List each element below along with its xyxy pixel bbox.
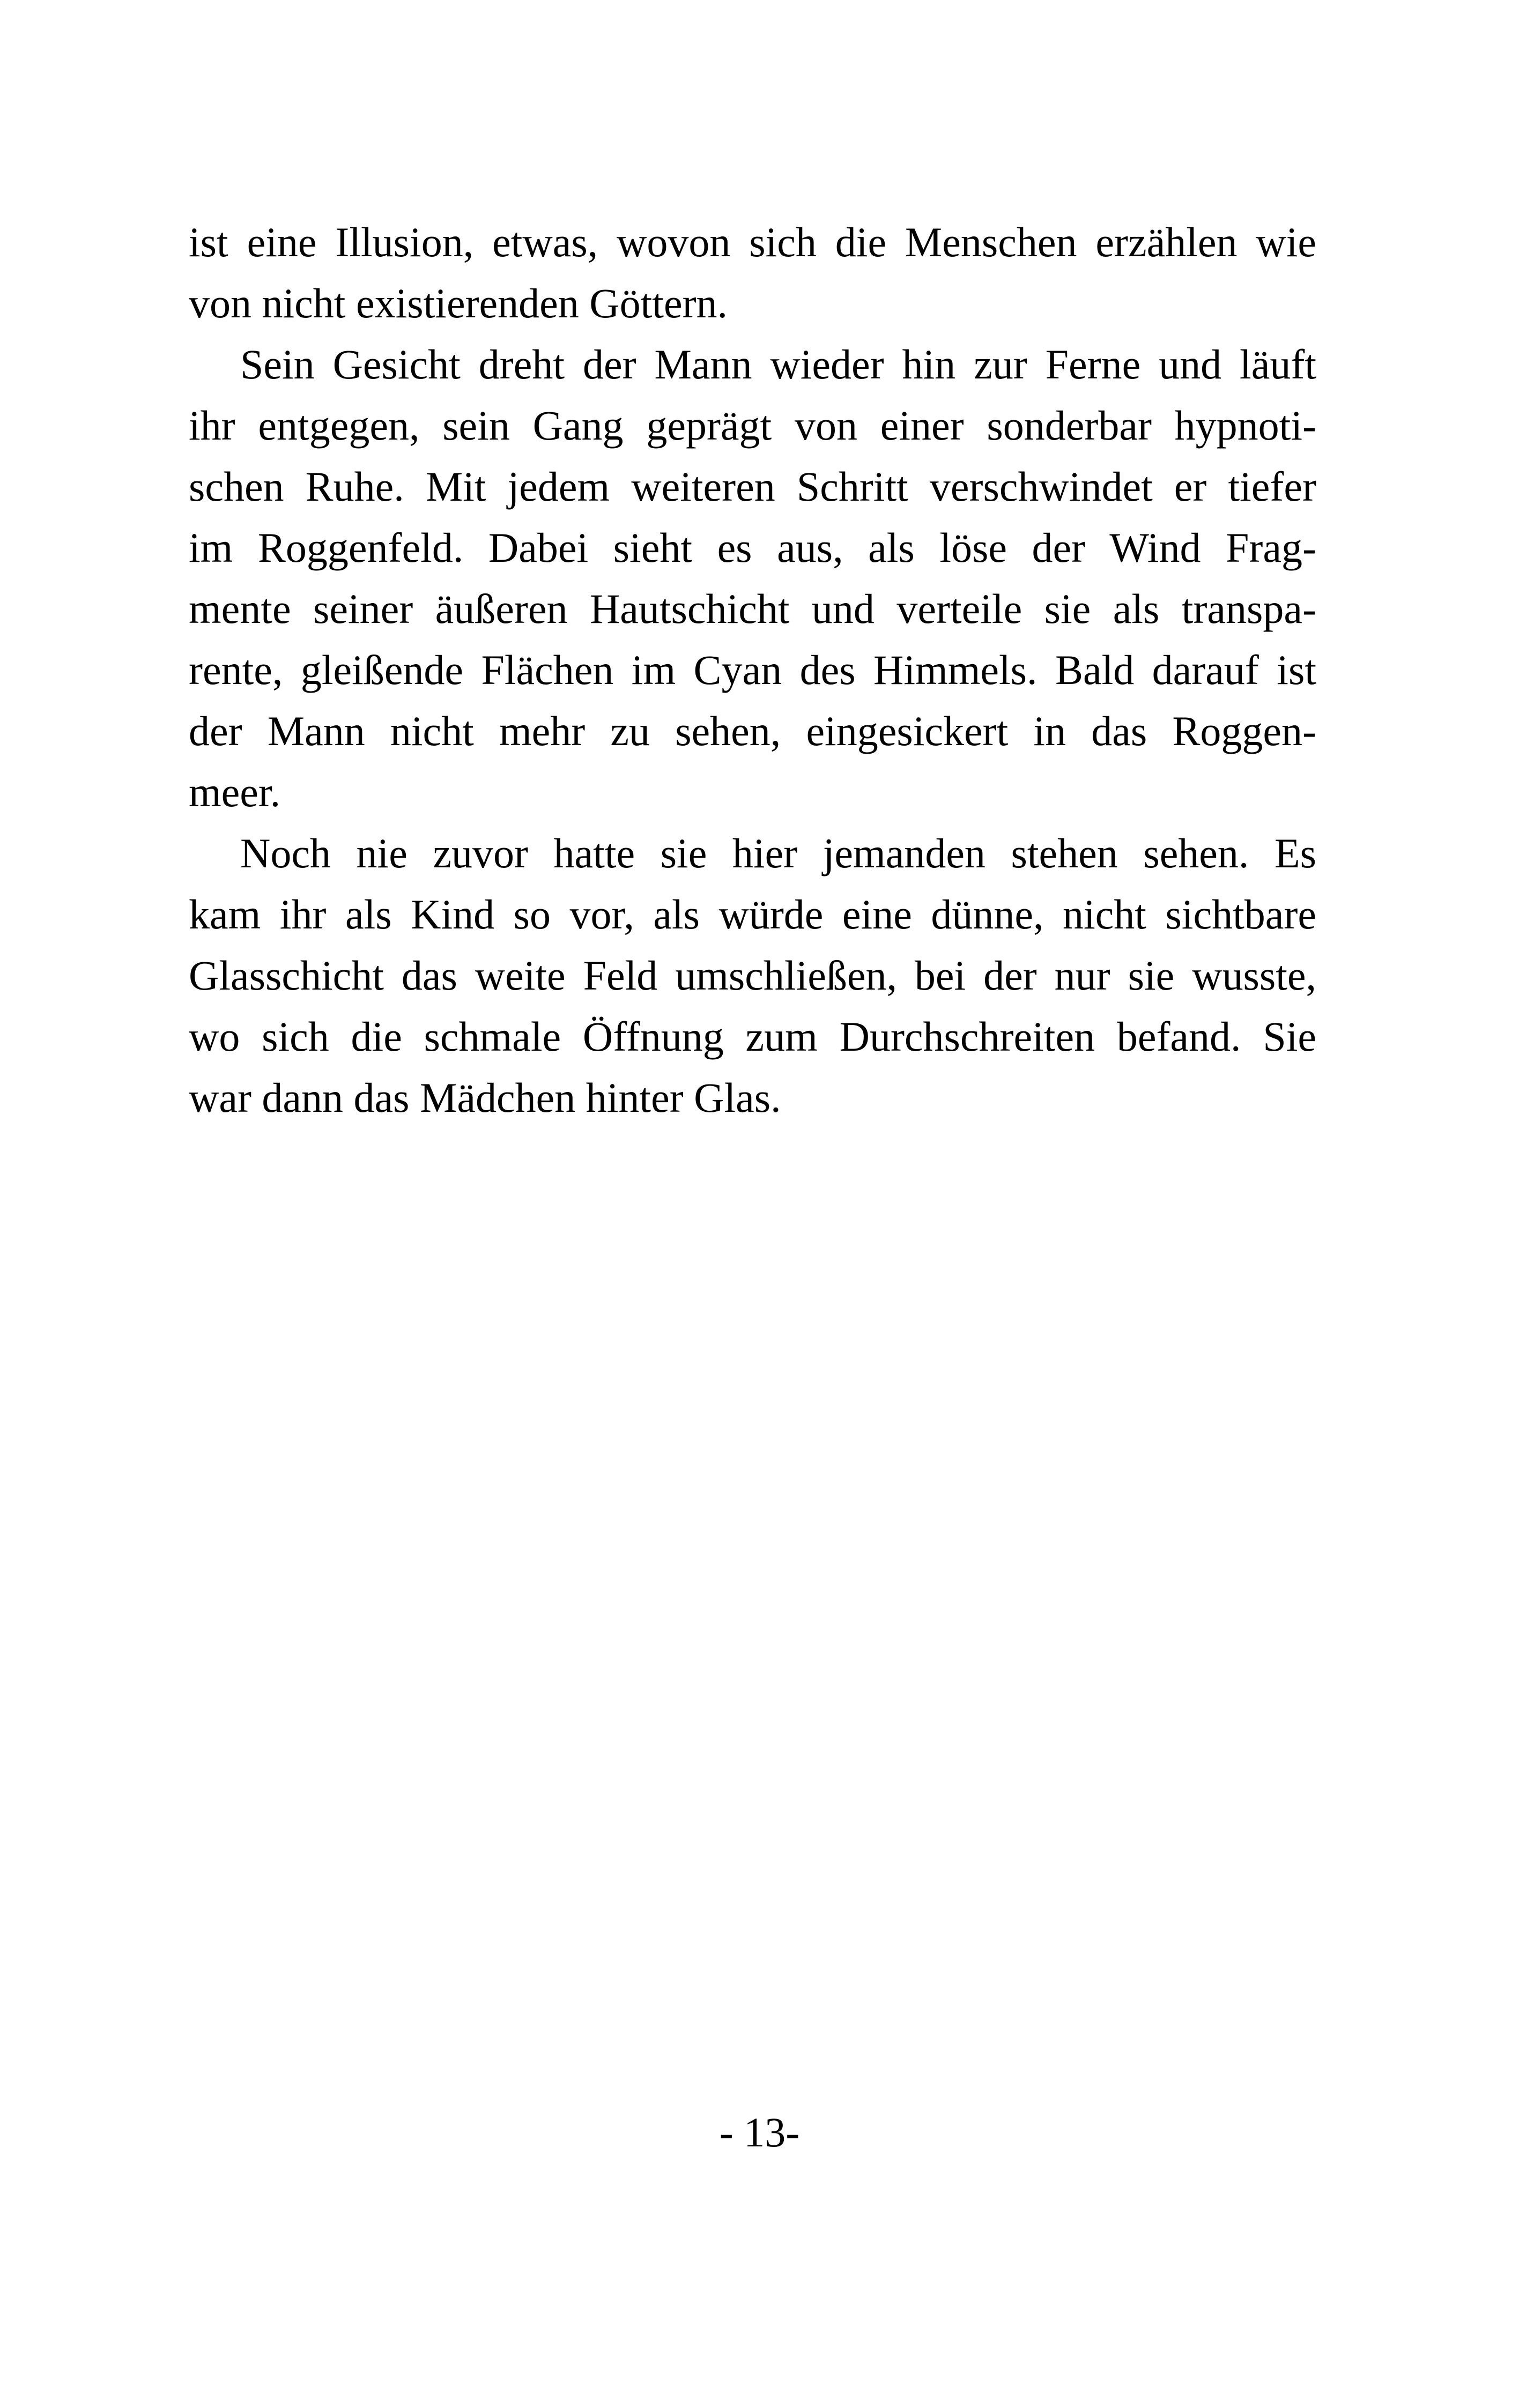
body-text xyxy=(189,212,1316,1128)
page-number: - 13- xyxy=(719,2109,800,2156)
text-line: wo sich die schmale Öffnung zum Durchschreiten befand. Sie xyxy=(189,1013,1316,1060)
text-line: rente, gleißende Flächen im Cyan des Himmels. Bald darauf ist xyxy=(189,646,1316,693)
text-line: im Roggenfeld. Dabei sieht es aus, als löse der Wind Frag- xyxy=(189,524,1316,571)
text-line: Sein Gesicht dreht der Mann wieder hin zur Ferne und läuft xyxy=(240,341,1316,388)
text-line: von nicht existierenden Göttern. xyxy=(189,280,728,326)
text-line: meer. xyxy=(189,769,281,815)
text-line: ihr entgegen, sein Gang geprägt von einer sonderbar hypnoti- xyxy=(189,402,1316,449)
text-line: mente seiner äußeren Hautschicht und verteile sie als transpa- xyxy=(189,585,1316,632)
text-line: kam ihr als Kind so vor, als würde eine dünne, nicht sichtbare xyxy=(189,891,1316,938)
text-line: schen Ruhe. Mit jedem weiteren Schritt verschwindet er tiefer xyxy=(189,463,1316,510)
text-line: der Mann nicht mehr zu sehen, eingesickert in das Roggen- xyxy=(189,708,1316,754)
text-line: Glasschicht das weite Feld umschließen, bei der nur sie wusste, xyxy=(189,952,1316,999)
text-line: Noch nie zuvor hatte sie hier jemanden stehen sehen. Es xyxy=(240,830,1316,876)
text-line: war dann das Mädchen hinter Glas. xyxy=(189,1074,781,1121)
text-line: ist eine Illusion, etwas, wovon sich die Menschen erzählen wie xyxy=(189,219,1316,265)
